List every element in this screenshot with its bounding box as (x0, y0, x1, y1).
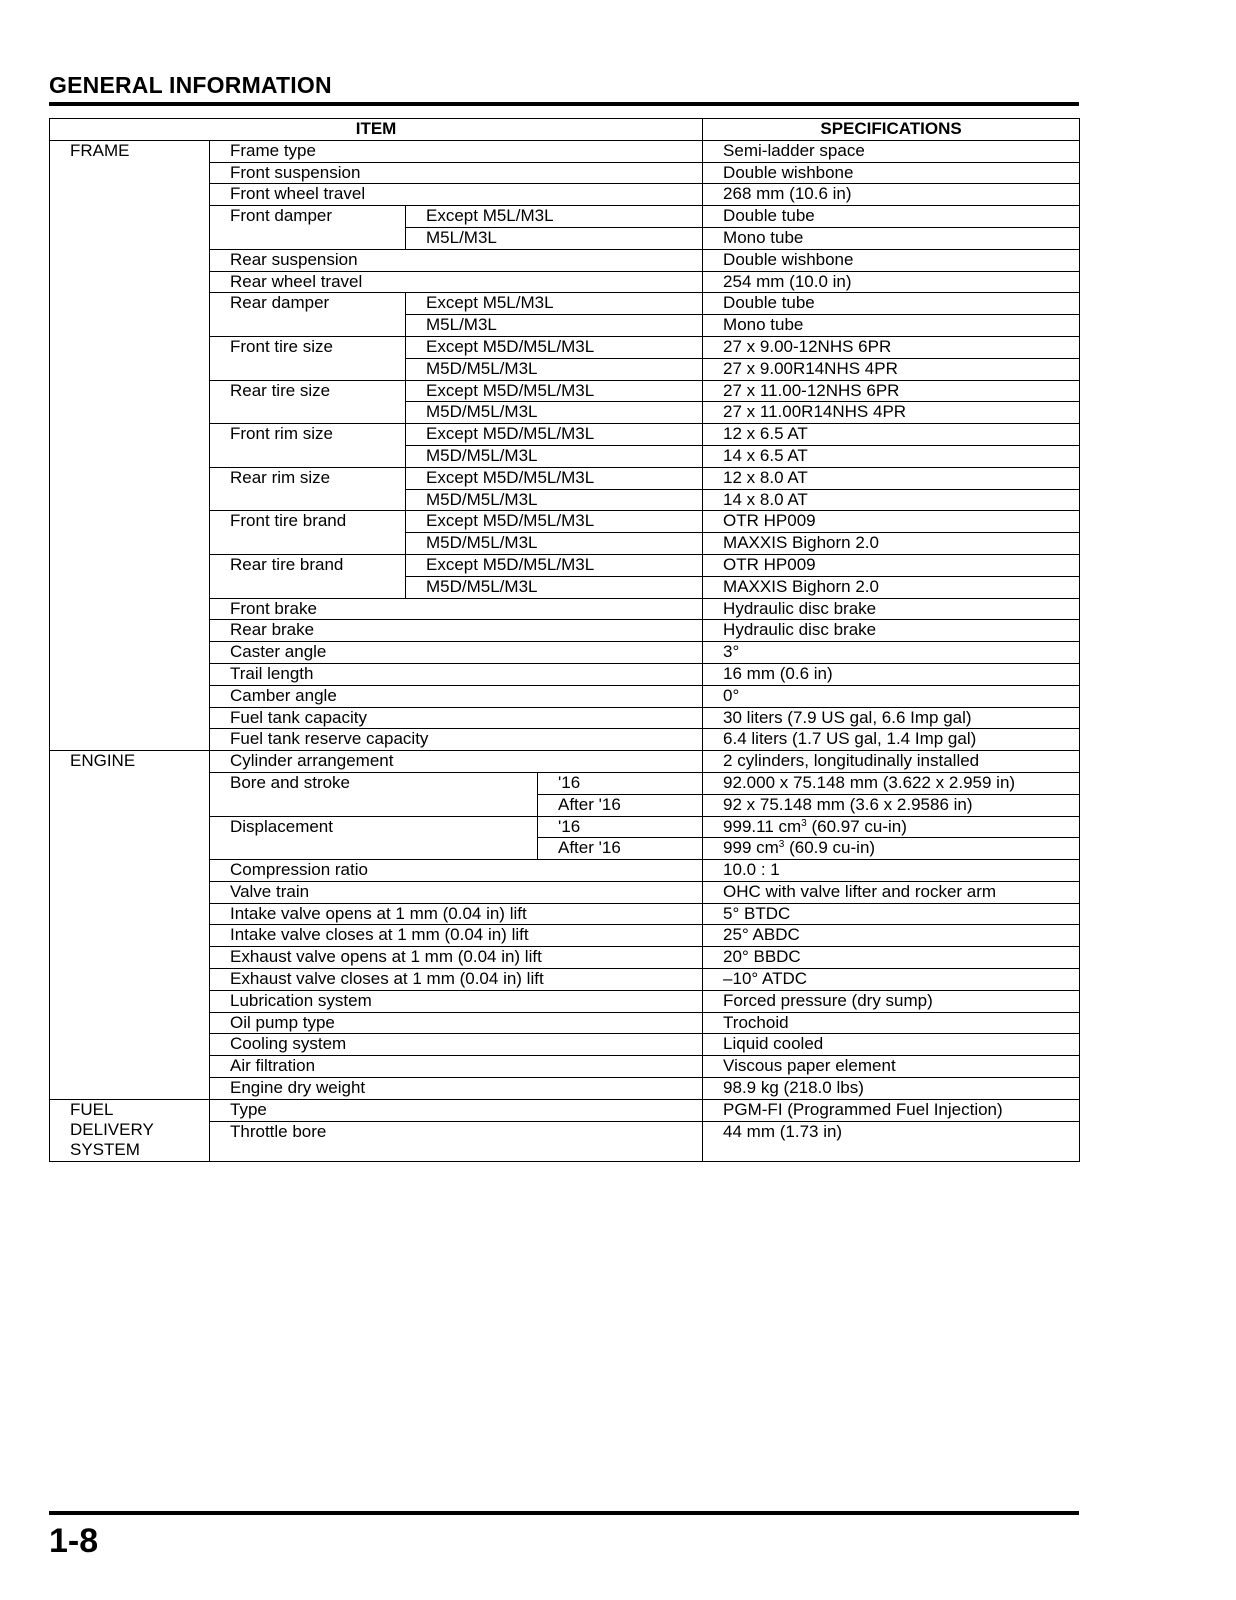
item-label: Air filtration (210, 1056, 703, 1078)
category-engine: ENGINE (50, 751, 210, 1100)
item-label: Intake valve closes at 1 mm (0.04 in) lift (210, 925, 703, 947)
spec-value: 27 x 11.00-12NHS 6PR (703, 380, 1080, 402)
variant-label: M5D/M5L/M3L (406, 576, 703, 598)
variant-label: Except M5D/M5L/M3L (406, 511, 703, 533)
spec-value: 98.9 kg (218.0 lbs) (703, 1078, 1080, 1100)
item-label: Front suspension (210, 162, 703, 184)
spec-value: MAXXIS Bighorn 2.0 (703, 533, 1080, 555)
variant-label: After '16 (538, 794, 703, 816)
spec-value: Double wishbone (703, 162, 1080, 184)
spec-value: 2 cylinders, longitudinally installed (703, 751, 1080, 773)
category-frame: FRAME (50, 140, 210, 750)
spec-value: Double tube (703, 206, 1080, 228)
spec-value-text: 999.11 cm (723, 816, 802, 836)
item-label: Frame type (210, 140, 703, 162)
item-label: Rear damper (210, 293, 406, 337)
variant-label: Except M5D/M5L/M3L (406, 424, 703, 446)
spec-value: OHC with valve lifter and rocker arm (703, 881, 1080, 903)
category-label-line: SYSTEM (70, 1139, 140, 1159)
item-label: Engine dry weight (210, 1078, 703, 1100)
variant-label: Except M5L/M3L (406, 206, 703, 228)
item-label: Intake valve opens at 1 mm (0.04 in) lift (210, 903, 703, 925)
variant-label: '16 (538, 816, 703, 838)
spec-value: Viscous paper element (703, 1056, 1080, 1078)
table-header-row (50, 119, 1080, 141)
spec-value: 12 x 8.0 AT (703, 467, 1080, 489)
spec-value: 16 mm (0.6 in) (703, 663, 1080, 685)
spec-value: 10.0 : 1 (703, 860, 1080, 882)
spec-value: 27 x 9.00R14NHS 4PR (703, 358, 1080, 380)
spec-value: Trochoid (703, 1012, 1080, 1034)
variant-label: Except M5L/M3L (406, 293, 703, 315)
variant-label: Except M5D/M5L/M3L (406, 554, 703, 576)
spec-value: OTR HP009 (703, 554, 1080, 576)
item-label: Throttle bore (210, 1121, 703, 1161)
spec-value: 20° BBDC (703, 947, 1080, 969)
spec-value: 0° (703, 685, 1080, 707)
item-label: Caster angle (210, 642, 703, 664)
item-label: Front tire brand (210, 511, 406, 555)
spec-value: 3° (703, 642, 1080, 664)
item-label: Rear tire size (210, 380, 406, 424)
table-row (50, 1099, 1080, 1121)
spec-value: Double wishbone (703, 249, 1080, 271)
spec-value: 254 mm (10.0 in) (703, 271, 1080, 293)
item-label: Cooling system (210, 1034, 703, 1056)
item-label: Front rim size (210, 424, 406, 468)
superscript: 3 (801, 817, 807, 829)
spec-value: OTR HP009 (703, 511, 1080, 533)
item-label: Exhaust valve closes at 1 mm (0.04 in) lift (210, 969, 703, 991)
item-label: Front tire size (210, 336, 406, 380)
page-title: GENERAL INFORMATION (49, 72, 332, 98)
spec-value: Mono tube (703, 227, 1080, 249)
category-label-line: FUEL (70, 1099, 114, 1119)
spec-value: 14 x 6.5 AT (703, 445, 1080, 467)
category-fuel-delivery-system (50, 1099, 210, 1161)
item-label: Lubrication system (210, 990, 703, 1012)
variant-label: M5L/M3L (406, 227, 703, 249)
item-label: Rear tire brand (210, 554, 406, 598)
item-column-header: ITEM (50, 119, 703, 141)
variant-label: M5D/M5L/M3L (406, 489, 703, 511)
variant-label: Except M5D/M5L/M3L (406, 467, 703, 489)
item-label: Exhaust valve opens at 1 mm (0.04 in) lift (210, 947, 703, 969)
variant-label: Except M5D/M5L/M3L (406, 336, 703, 358)
variant-label: M5D/M5L/M3L (406, 445, 703, 467)
spec-table (49, 118, 1080, 1162)
item-label: Front wheel travel (210, 184, 703, 206)
variant-label: M5D/M5L/M3L (406, 358, 703, 380)
item-label: Front brake (210, 598, 703, 620)
top-rule (49, 102, 1079, 106)
spec-value: MAXXIS Bighorn 2.0 (703, 576, 1080, 598)
spec-value: 25° ABDC (703, 925, 1080, 947)
variant-label: M5L/M3L (406, 315, 703, 337)
variant-label: M5D/M5L/M3L (406, 402, 703, 424)
spec-value: PGM-FI (Programmed Fuel Injection) (703, 1099, 1080, 1121)
table-row (50, 140, 1080, 162)
item-label: Displacement (210, 816, 538, 860)
item-label: Fuel tank reserve capacity (210, 729, 703, 751)
page-number: 1-8 (49, 1522, 99, 1560)
item-label: Rear rim size (210, 467, 406, 511)
table-row (50, 751, 1080, 773)
spec-value: Mono tube (703, 315, 1080, 337)
specifications-column-header: SPECIFICATIONS (703, 119, 1080, 141)
item-label: Bore and stroke (210, 772, 538, 816)
spec-value: Hydraulic disc brake (703, 598, 1080, 620)
item-label: Valve train (210, 881, 703, 903)
spec-value: –10° ATDC (703, 969, 1080, 991)
spec-value: 12 x 6.5 AT (703, 424, 1080, 446)
item-label: Trail length (210, 663, 703, 685)
item-label: Cylinder arrangement (210, 751, 703, 773)
spec-value: 6.4 liters (1.7 US gal, 1.4 Imp gal) (703, 729, 1080, 751)
spec-value-text: (60.9 cu-in) (784, 838, 876, 858)
item-label: Oil pump type (210, 1012, 703, 1034)
spec-value: 92 x 75.148 mm (3.6 x 2.9586 in) (703, 794, 1080, 816)
item-label: Type (210, 1099, 703, 1121)
spec-value: 27 x 9.00-12NHS 6PR (703, 336, 1080, 358)
spec-value: 27 x 11.00R14NHS 4PR (703, 402, 1080, 424)
bottom-rule (49, 1511, 1079, 1515)
spec-value (703, 838, 1080, 860)
spec-value: Liquid cooled (703, 1034, 1080, 1056)
variant-label: After '16 (538, 838, 703, 860)
spec-value: 30 liters (7.9 US gal, 6.6 Imp gal) (703, 707, 1080, 729)
item-label: Front damper (210, 206, 406, 250)
superscript: 3 (778, 839, 785, 851)
spec-value: 44 mm (1.73 in) (703, 1121, 1080, 1161)
spec-value: Forced pressure (dry sump) (703, 990, 1080, 1012)
category-label-line: DELIVERY (70, 1119, 154, 1139)
spec-value: Double tube (703, 293, 1080, 315)
item-label: Camber angle (210, 685, 703, 707)
spec-value: 14 x 8.0 AT (703, 489, 1080, 511)
item-label: Rear wheel travel (210, 271, 703, 293)
spec-value-text: 999 cm (723, 838, 779, 858)
variant-label: Except M5D/M5L/M3L (406, 380, 703, 402)
spec-value: Hydraulic disc brake (703, 620, 1080, 642)
spec-value-text: (60.97 cu-in) (806, 816, 907, 836)
spec-value: Semi-ladder space (703, 140, 1080, 162)
variant-label: '16 (538, 772, 703, 794)
spec-value: 92.000 x 75.148 mm (3.622 x 2.959 in) (703, 772, 1080, 794)
spec-value: 268 mm (10.6 in) (703, 184, 1080, 206)
spec-value: 5° BTDC (703, 903, 1080, 925)
item-label: Rear suspension (210, 249, 703, 271)
variant-label: M5D/M5L/M3L (406, 533, 703, 555)
item-label: Compression ratio (210, 860, 703, 882)
spec-value (703, 816, 1080, 838)
item-label: Rear brake (210, 620, 703, 642)
item-label: Fuel tank capacity (210, 707, 703, 729)
